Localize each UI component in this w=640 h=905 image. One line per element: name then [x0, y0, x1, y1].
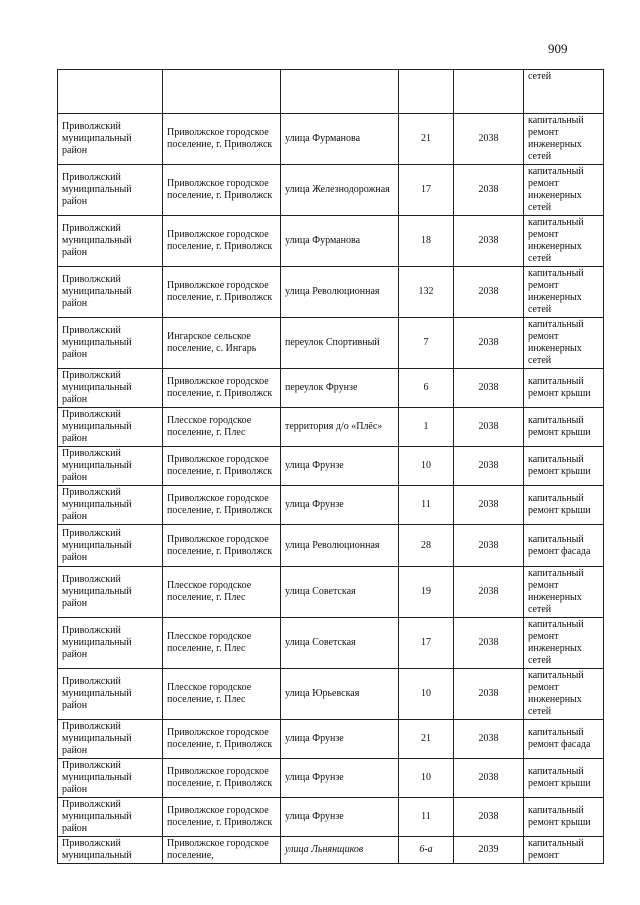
- street-cell: улица Фурманова: [281, 114, 399, 165]
- street-cell: улица Фрунзе: [281, 447, 399, 486]
- house-number-cell: 11: [399, 798, 454, 837]
- table-row: [58, 525, 604, 567]
- district-cell: Приволжский муниципальный: [58, 837, 163, 864]
- house-number-cell: 10: [399, 669, 454, 720]
- district-cell: Приволжский муниципальный район: [58, 216, 163, 267]
- year-cell: [454, 70, 524, 114]
- settlement-cell: Приволжское городское поселение, г. Приволжск: [163, 720, 281, 759]
- table-row: [58, 408, 604, 447]
- table-row: [58, 837, 604, 864]
- settlement-cell: Приволжское городское поселение, г. Приволжск: [163, 165, 281, 216]
- settlement-cell: Приволжское городское поселение, г. Приволжск: [163, 486, 281, 525]
- work-type-cell: капитальный ремонт крыши: [524, 486, 604, 525]
- work-type-cell: капитальный ремонт инженерных сетей: [524, 267, 604, 318]
- year-cell: 2038: [454, 165, 524, 216]
- year-cell: 2038: [454, 369, 524, 408]
- street-cell: переулок Фрунзе: [281, 369, 399, 408]
- house-number-cell: 28: [399, 525, 454, 567]
- year-cell: 2039: [454, 837, 524, 864]
- table-row: [58, 267, 604, 318]
- street-cell: улица Революционная: [281, 267, 399, 318]
- year-cell: 2038: [454, 114, 524, 165]
- street-cell: улица Фрунзе: [281, 720, 399, 759]
- street-cell: улица Советская: [281, 567, 399, 618]
- work-type-cell: капитальный ремонт инженерных сетей: [524, 165, 604, 216]
- street-cell: улица Советская: [281, 618, 399, 669]
- settlement-cell: Плесское городское поселение, г. Плес: [163, 618, 281, 669]
- district-cell: Приволжский муниципальный район: [58, 318, 163, 369]
- page-number: 909: [548, 41, 568, 56]
- street-cell: улица Революционная: [281, 525, 399, 567]
- table-row: [58, 70, 604, 114]
- year-cell: 2038: [454, 447, 524, 486]
- year-cell: 2038: [454, 216, 524, 267]
- settlement-cell: Приволжское городское поселение, г. Приволжск: [163, 447, 281, 486]
- table-row: [58, 114, 604, 165]
- work-type-cell: капитальный ремонт крыши: [524, 369, 604, 408]
- work-type-cell: капитальный ремонт крыши: [524, 798, 604, 837]
- district-cell: Приволжский муниципальный район: [58, 567, 163, 618]
- table-row: [58, 798, 604, 837]
- district-cell: Приволжский муниципальный район: [58, 486, 163, 525]
- house-number-cell: 10: [399, 447, 454, 486]
- settlement-cell: Приволжское городское поселение,: [163, 837, 281, 864]
- district-cell: Приволжский муниципальный район: [58, 669, 163, 720]
- table-row: [58, 165, 604, 216]
- house-number-cell: 6: [399, 369, 454, 408]
- year-cell: 2038: [454, 618, 524, 669]
- year-cell: 2038: [454, 525, 524, 567]
- settlement-cell: Ингарское сельское поселение, с. Ингарь: [163, 318, 281, 369]
- house-number-cell: 6-а: [399, 837, 454, 864]
- settlement-cell: Плесское городское поселение, г. Плес: [163, 567, 281, 618]
- settlement-cell: Плесское городское поселение, г. Плес: [163, 408, 281, 447]
- settlement-cell: Приволжское городское поселение, г. Приволжск: [163, 114, 281, 165]
- street-cell: улица Фурманова: [281, 216, 399, 267]
- house-number-cell: 11: [399, 486, 454, 525]
- work-type-cell: сетей: [524, 70, 604, 114]
- house-number-cell: 19: [399, 567, 454, 618]
- settlement-cell: Приволжское городское поселение, г. Приволжск: [163, 216, 281, 267]
- year-cell: 2038: [454, 267, 524, 318]
- work-type-cell: капитальный ремонт крыши: [524, 759, 604, 798]
- settlement-cell: Приволжское городское поселение, г. Приволжск: [163, 369, 281, 408]
- district-cell: Приволжский муниципальный район: [58, 720, 163, 759]
- settlement-cell: Приволжское городское поселение, г. Приволжск: [163, 525, 281, 567]
- year-cell: 2038: [454, 486, 524, 525]
- table-row: [58, 567, 604, 618]
- settlement-cell: Приволжское городское поселение, г. Приволжск: [163, 267, 281, 318]
- year-cell: 2038: [454, 408, 524, 447]
- work-type-cell: капитальный ремонт инженерных сетей: [524, 216, 604, 267]
- table-row: [58, 720, 604, 759]
- year-cell: 2038: [454, 567, 524, 618]
- street-cell: улица Юрьевская: [281, 669, 399, 720]
- district-cell: Приволжский муниципальный район: [58, 618, 163, 669]
- district-cell: [58, 70, 163, 114]
- registry-table-body: [58, 70, 604, 864]
- street-cell: улица Фрунзе: [281, 798, 399, 837]
- street-cell: [281, 70, 399, 114]
- table-row: [58, 318, 604, 369]
- settlement-cell: [163, 70, 281, 114]
- year-cell: 2038: [454, 798, 524, 837]
- street-cell: переулок Спортивный: [281, 318, 399, 369]
- work-type-cell: капитальный ремонт инженерных сетей: [524, 114, 604, 165]
- district-cell: Приволжский муниципальный район: [58, 114, 163, 165]
- year-cell: 2038: [454, 318, 524, 369]
- year-cell: 2038: [454, 669, 524, 720]
- house-number-cell: [399, 70, 454, 114]
- settlement-cell: Приволжское городское поселение, г. Приволжск: [163, 759, 281, 798]
- street-cell: территория д/о «Плёс»: [281, 408, 399, 447]
- work-type-cell: капитальный ремонт инженерных сетей: [524, 567, 604, 618]
- house-number-cell: 17: [399, 165, 454, 216]
- house-number-cell: 21: [399, 720, 454, 759]
- work-type-cell: капитальный ремонт инженерных сетей: [524, 318, 604, 369]
- year-cell: 2038: [454, 759, 524, 798]
- district-cell: Приволжский муниципальный район: [58, 798, 163, 837]
- district-cell: Приволжский муниципальный район: [58, 525, 163, 567]
- work-type-cell: капитальный ремонт крыши: [524, 408, 604, 447]
- work-type-cell: капитальный ремонт фасада: [524, 525, 604, 567]
- work-type-cell: капитальный ремонт: [524, 837, 604, 864]
- table-row: [58, 618, 604, 669]
- district-cell: Приволжский муниципальный район: [58, 447, 163, 486]
- table-row: [58, 216, 604, 267]
- registry-table: [57, 69, 604, 864]
- year-cell: 2038: [454, 720, 524, 759]
- work-type-cell: капитальный ремонт фасада: [524, 720, 604, 759]
- table-row: [58, 447, 604, 486]
- house-number-cell: 18: [399, 216, 454, 267]
- house-number-cell: 10: [399, 759, 454, 798]
- table-row: [58, 669, 604, 720]
- street-cell: улица Фрунзе: [281, 759, 399, 798]
- settlement-cell: Приволжское городское поселение, г. Приволжск: [163, 798, 281, 837]
- table-row: [58, 369, 604, 408]
- work-type-cell: капитальный ремонт инженерных сетей: [524, 669, 604, 720]
- street-cell: улица Железнодорожная: [281, 165, 399, 216]
- street-cell: улица Фрунзе: [281, 486, 399, 525]
- street-cell: улица Льнянщиков: [281, 837, 399, 864]
- house-number-cell: 1: [399, 408, 454, 447]
- work-type-cell: капитальный ремонт инженерных сетей: [524, 618, 604, 669]
- house-number-cell: 132: [399, 267, 454, 318]
- table-row: [58, 759, 604, 798]
- district-cell: Приволжский муниципальный район: [58, 267, 163, 318]
- district-cell: Приволжский муниципальный район: [58, 408, 163, 447]
- house-number-cell: 17: [399, 618, 454, 669]
- district-cell: Приволжский муниципальный район: [58, 759, 163, 798]
- work-type-cell: капитальный ремонт крыши: [524, 447, 604, 486]
- house-number-cell: 7: [399, 318, 454, 369]
- house-number-cell: 21: [399, 114, 454, 165]
- district-cell: Приволжский муниципальный район: [58, 369, 163, 408]
- district-cell: Приволжский муниципальный район: [58, 165, 163, 216]
- settlement-cell: Плесское городское поселение, г. Плес: [163, 669, 281, 720]
- table-row: [58, 486, 604, 525]
